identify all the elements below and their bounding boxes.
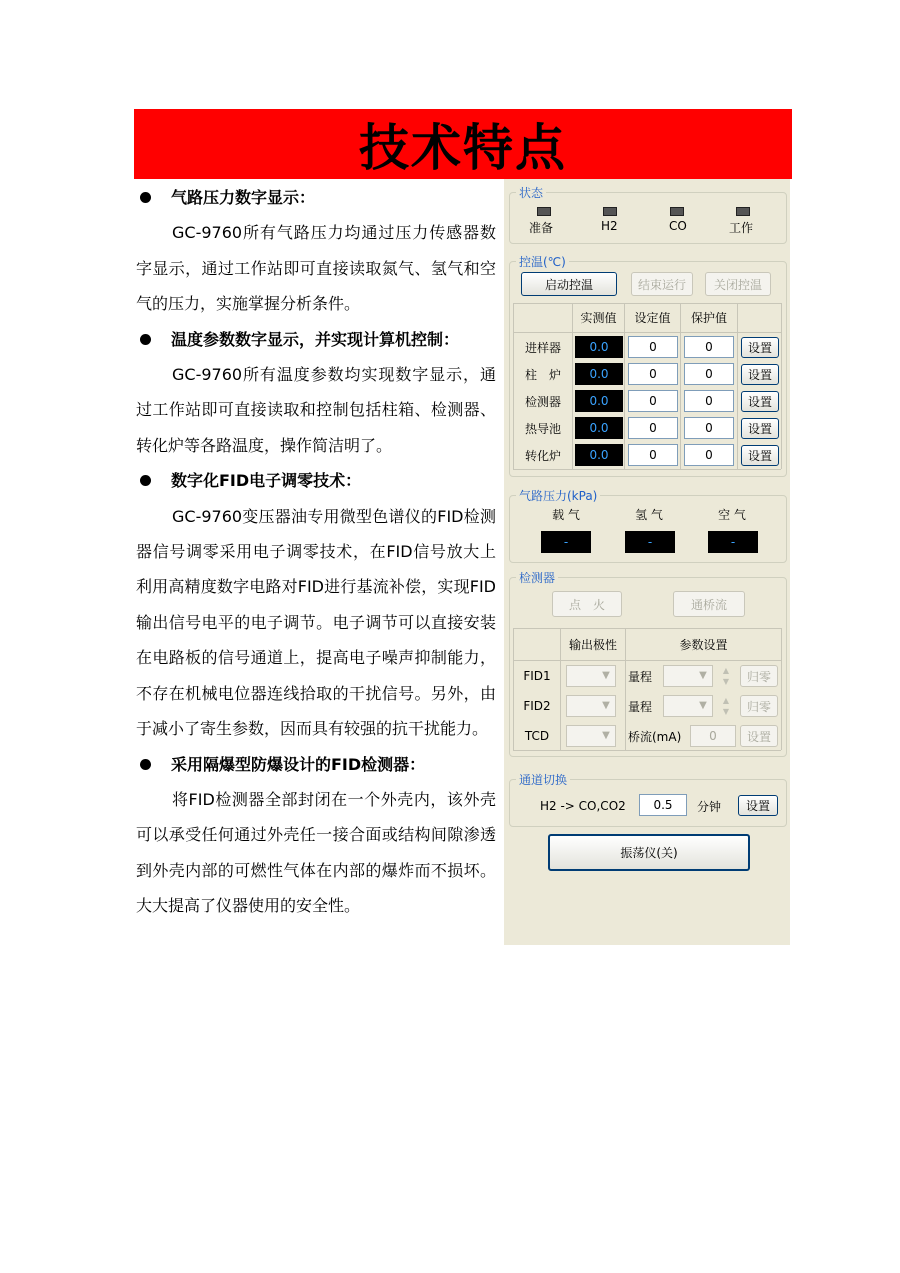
bridge-current-button[interactable]: 通桥流 <box>673 591 745 617</box>
chevron-down-icon: ▼ <box>699 670 707 681</box>
pressure-label: 载 气 <box>552 507 580 522</box>
hydrogen-pressure-display: - <box>625 531 675 553</box>
chevron-down-icon: ▼ <box>699 700 707 711</box>
polarity-select[interactable] <box>566 695 616 717</box>
detector-group <box>509 571 787 757</box>
ignite-button[interactable]: 点 火 <box>552 591 622 617</box>
oscillator-button[interactable]: 振荡仪(关) <box>548 834 750 871</box>
actual-value-display: 0.0 <box>575 417 623 439</box>
set-value-input[interactable]: 0 <box>628 336 678 358</box>
chevron-down-icon: ▼ <box>602 670 610 681</box>
temp-group-label: 控温(℃) <box>516 253 569 270</box>
polarity-select[interactable] <box>566 725 616 747</box>
lamp-label: H2 <box>601 219 618 233</box>
page-title: 技术特点 <box>359 119 567 177</box>
actual-value-display: 0.0 <box>575 363 623 385</box>
detector-group-label: 检测器 <box>516 569 558 586</box>
chevron-down-icon: ▼ <box>602 700 610 711</box>
set-button[interactable]: 设置 <box>741 391 779 412</box>
set-value-input[interactable]: 0 <box>628 390 678 412</box>
spin-arrows-icon[interactable]: ▲ ▼ <box>722 666 730 686</box>
h2-lamp-icon <box>603 207 617 216</box>
unit-label: 分钟 <box>696 799 721 814</box>
bullet-icon <box>140 334 151 345</box>
range-select[interactable] <box>663 695 713 717</box>
chevron-down-icon: ▼ <box>602 730 610 741</box>
actual-value-display: 0.0 <box>575 336 623 358</box>
section-heading: 数字化FID电子调零技术： <box>136 463 496 498</box>
lamp-label: 准备 <box>529 221 554 235</box>
bullet-icon <box>140 192 151 203</box>
row-label: 转化炉 <box>524 448 561 463</box>
co-lamp-icon <box>670 207 684 216</box>
status-group <box>509 186 787 244</box>
col-header-set: 设定值 <box>634 311 671 325</box>
detector-row-label: FID1 <box>523 669 551 683</box>
detector-row-label: TCD <box>524 729 550 743</box>
pressure-group-label: 气路压力(kPa) <box>516 487 600 504</box>
param-label: 桥流(mA) <box>628 729 682 744</box>
switch-time-input[interactable]: 0.5 <box>639 794 687 816</box>
work-lamp-icon <box>736 207 750 216</box>
pressure-label: 氢 气 <box>635 507 663 522</box>
channel-switch-group <box>509 773 787 827</box>
set-button[interactable]: 设置 <box>741 445 779 466</box>
row-label: 进样器 <box>524 340 561 355</box>
end-run-button[interactable]: 结束运行 <box>631 272 693 296</box>
feature-text <box>136 180 496 924</box>
protect-value-input[interactable]: 0 <box>684 444 734 466</box>
channel-group-label: 通道切换 <box>516 771 570 788</box>
air-pressure-display: - <box>708 531 758 553</box>
section-body: GC-9760变压器油专用微型色谱仪的FID检测器信号调零采用电子调零技术，在FID信号放大上利用高精度数字电路对FID进行基流补偿，实现FID输出信号电平的电子调节。电子调节可以直接安装在电路板的信号通道上，提高电子噪声抑制能力，不存在机械电位器连线拾取的干扰信号。另外，由于减小了寄生参数，因而具有较强的抗干扰能力。 <box>136 506 496 739</box>
protect-value-input[interactable]: 0 <box>684 363 734 385</box>
col-header-protect: 保护值 <box>690 311 727 325</box>
lamp-label: CO <box>669 219 687 233</box>
set-button[interactable]: 设置 <box>741 364 779 385</box>
section-body: GC-9760所有气路压力均通过压力传感器数字显示，通过工作站即可直接读取氮气、氢气和空气的压力，实施掌握分析条件。 <box>136 223 496 314</box>
stop-temp-button[interactable]: 关闭控温 <box>705 272 771 296</box>
temp-control-group <box>509 255 787 477</box>
status-group-label: 状态 <box>516 184 546 201</box>
zero-button[interactable]: 归零 <box>740 665 778 687</box>
row-label: 热导池 <box>524 421 561 436</box>
control-panel-screenshot <box>504 179 790 945</box>
bullet-icon <box>140 759 151 770</box>
bridge-current-input[interactable]: 0 <box>690 725 736 747</box>
section-heading: 气路压力数字显示： <box>136 180 496 215</box>
set-button[interactable]: 设置 <box>741 337 779 358</box>
section-heading: 温度参数数字显示，并实现计算机控制： <box>136 322 496 357</box>
channel-set-button[interactable]: 设置 <box>738 795 778 816</box>
protect-value-input[interactable]: 0 <box>684 417 734 439</box>
title-banner <box>134 109 792 179</box>
col-header-params: 参数设置 <box>679 637 728 652</box>
bullet-icon <box>140 475 151 486</box>
section-body: 将FID检测器全部封闭在一个外壳内，该外壳可以承受任何通过外壳任一接合面或结构间隙渗透到外壳内部的可燃性气体在内部的爆炸而不损坏。大大提高了仪器使用的安全性。 <box>136 789 496 916</box>
lamp-label: 工作 <box>729 221 754 235</box>
set-button[interactable]: 设置 <box>740 725 778 747</box>
row-label: 检测器 <box>524 394 561 409</box>
zero-button[interactable]: 归零 <box>740 695 778 717</box>
col-header-actual: 实测值 <box>580 311 617 325</box>
protect-value-input[interactable]: 0 <box>684 390 734 412</box>
polarity-select[interactable] <box>566 665 616 687</box>
col-header-polarity: 输出极性 <box>568 637 617 652</box>
set-value-input[interactable]: 0 <box>628 444 678 466</box>
detector-row-label: FID2 <box>523 699 551 713</box>
protect-value-input[interactable]: 0 <box>684 336 734 358</box>
set-value-input[interactable]: 0 <box>628 417 678 439</box>
spin-arrows-icon[interactable]: ▲ ▼ <box>722 696 730 716</box>
param-label: 量程 <box>628 669 653 684</box>
carrier-pressure-display: - <box>541 531 591 553</box>
row-label: 柱 炉 <box>524 367 561 382</box>
range-select[interactable] <box>663 665 713 687</box>
ready-lamp-icon <box>537 207 551 216</box>
start-temp-button[interactable]: 启动控温 <box>521 272 617 296</box>
pressure-group <box>509 489 787 563</box>
actual-value-display: 0.0 <box>575 390 623 412</box>
param-label: 量程 <box>628 699 653 714</box>
channel-text: H2 -> CO,CO2 <box>540 799 626 813</box>
actual-value-display: 0.0 <box>575 444 623 466</box>
set-button[interactable]: 设置 <box>741 418 779 439</box>
set-value-input[interactable]: 0 <box>628 363 678 385</box>
section-body: GC-9760所有温度参数均实现数字显示，通过工作站即可直接读取和控制包括柱箱、检测器、转化炉等各路温度，操作简洁明了。 <box>136 365 496 455</box>
pressure-label: 空 气 <box>718 507 746 522</box>
section-heading: 采用隔爆型防爆设计的FID检测器： <box>136 747 496 782</box>
